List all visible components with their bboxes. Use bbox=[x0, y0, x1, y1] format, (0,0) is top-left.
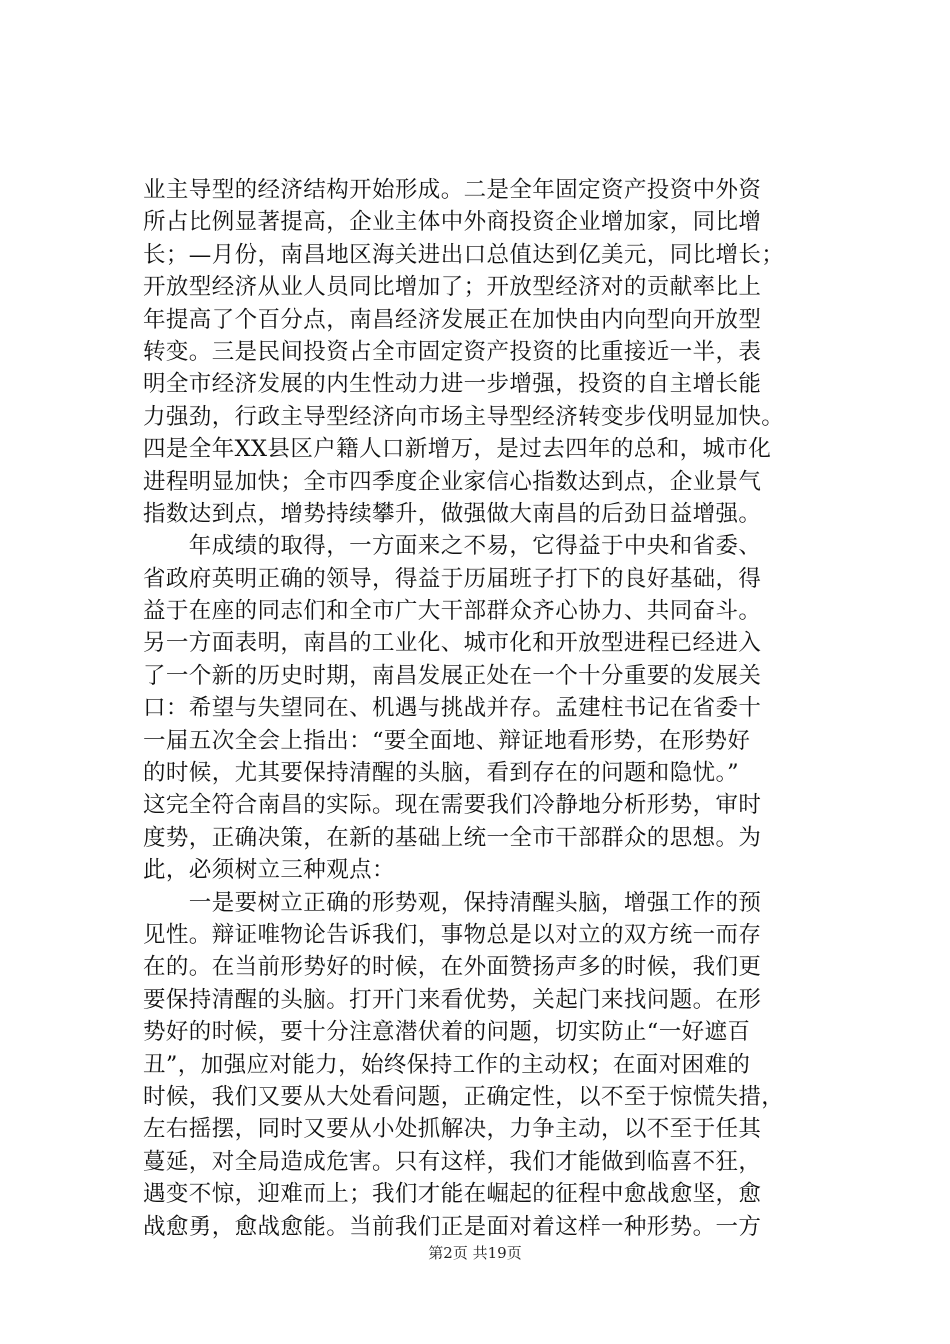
text-line: 益于在座的同志们和全市广大干部群众齐心协力、共同奋斗。 bbox=[143, 598, 762, 625]
text-line: 长；—月份，南昌地区海关进出口总值达到亿美元，同比增长； bbox=[143, 241, 785, 268]
text-line: 战愈勇，愈战愈能。当前我们正是面对着这样一种形势。一方 bbox=[143, 1213, 762, 1240]
text-line: 见性。辩证唯物论告诉我们，事物总是以对立的双方统一而存 bbox=[143, 921, 762, 948]
text-line: 明全市经济发展的内生性动力进一步增强，投资的自主增长能 bbox=[143, 371, 762, 398]
body-text bbox=[143, 174, 833, 1243]
text-line: 力强劲，行政主导型经济向市场主导型经济转变步伐明显加快。 bbox=[143, 403, 785, 430]
text-line: 另一方面表明，南昌的工业化、城市化和开放型进程已经进入 bbox=[143, 630, 762, 657]
text-line: 开放型经济从业人员同比增加了；开放型经济对的贡献率比上 bbox=[143, 274, 762, 301]
text-line: 转变。三是民间投资占全市固定资产投资的比重接近一半，表 bbox=[143, 338, 762, 365]
text-line: 口：希望与失望同在、机遇与挑战并存。孟建柱书记在省委十 bbox=[143, 695, 762, 722]
text-line: 一是要树立正确的形势观，保持清醒头脑，增强工作的预 bbox=[143, 889, 762, 916]
text-line: 势好的时候，要十分注意潜伏着的问题，切实防止“一好遮百 bbox=[143, 1019, 751, 1046]
text-line: 要保持清醒的头脑。打开门来看优势，关起门来找问题。在形 bbox=[143, 986, 762, 1013]
text-line: 指数达到点，增势持续攀升，做强做大南昌的后劲日益增强。 bbox=[143, 500, 762, 527]
text-line: 此，必须树立三种观点： bbox=[143, 857, 395, 884]
page-number-footer: 第2页 共19页 bbox=[428, 1244, 522, 1262]
text-line: 的时候，尤其要保持清醒的头脑，看到存在的问题和隐忧。” bbox=[143, 760, 740, 787]
text-line: 四是全年XX县区户籍人口新增万，是过去四年的总和，城市化 bbox=[143, 436, 772, 463]
text-line: 省政府英明正确的领导，得益于历届班子打下的良好基础，得 bbox=[143, 565, 762, 592]
text-line: 遇变不惊，迎难而上；我们才能在崛起的征程中愈战愈坚，愈 bbox=[143, 1181, 762, 1208]
text-line: 年成绩的取得，一方面来之不易，它得益于中央和省委、 bbox=[143, 533, 762, 560]
text-line: 业主导型的经济结构开始形成。二是全年固定资产投资中外资 bbox=[143, 177, 762, 203]
text-line: 这完全符合南昌的实际。现在需要我们冷静地分析形势，审时 bbox=[143, 792, 762, 819]
text-line: 蔓延，对全局造成危害。只有这样，我们才能做到临喜不狂， bbox=[143, 1148, 762, 1175]
text-line: 时候，我们又要从大处看问题，正确定性，以不至于惊慌失措， bbox=[143, 1083, 785, 1110]
text-line: 度势，正确决策，在新的基础上统一全市干部群众的思想。为 bbox=[143, 824, 762, 851]
text-line: 一届五次全会上指出：“要全面地、辩证地看形势，在形势好 bbox=[143, 727, 751, 754]
text-line: 丑”，加强应对能力，始终保持工作的主动权；在面对困难的 bbox=[143, 1051, 751, 1078]
text-line: 左右摇摆，同时又要从小处抓解决，力争主动，以不至于任其 bbox=[143, 1116, 762, 1143]
text-line: 了一个新的历史时期，南昌发展正处在一个十分重要的发展关 bbox=[143, 662, 762, 689]
text-line: 年提高了个百分点，南昌经济发展正在加快由内向型向开放型 bbox=[143, 306, 762, 333]
text-line: 所占比例显著提高，企业主体中外商投资企业增加家，同比增 bbox=[143, 209, 762, 236]
text-line: 进程明显加快；全市四季度企业家信心指数达到点，企业景气 bbox=[143, 468, 762, 495]
text-line: 在的。在当前形势好的时候，在外面赞扬声多的时候，我们更 bbox=[143, 954, 762, 981]
